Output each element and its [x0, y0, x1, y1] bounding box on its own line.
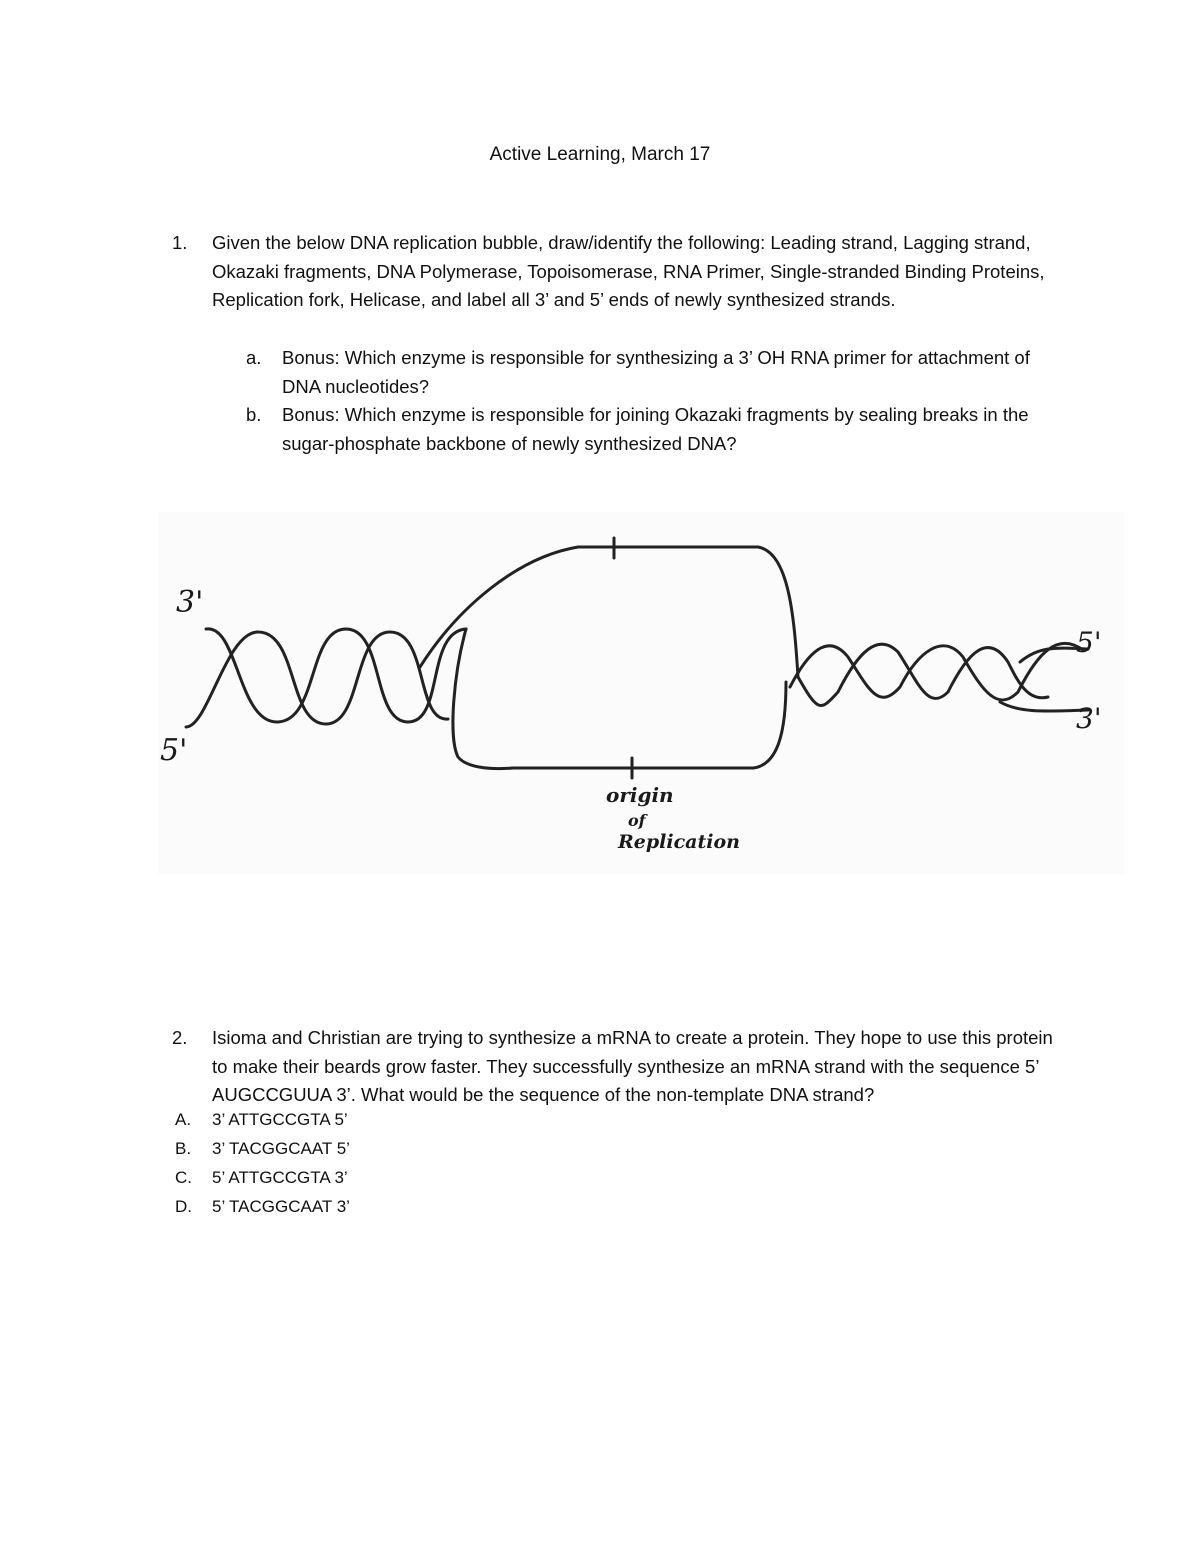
question-1 [172, 229, 1072, 315]
label-left-3prime: 3' [176, 585, 204, 620]
origin-label-line-2: of [628, 811, 646, 830]
choice-text: 5’ ATTGCCGTA 3’ [212, 1168, 348, 1187]
bonus-question-a [246, 344, 1066, 401]
choice-letter: D. [175, 1197, 192, 1216]
left-helix-strand-bottom [186, 632, 448, 727]
bonus-text: Bonus: Which enzyme is responsible for synthesizing a 3’ OH RNA primer for attachment of DNA nucleotides? [282, 347, 1030, 397]
left-helix-strand-top [206, 629, 466, 722]
replication-bubble-diagram [158, 512, 1124, 874]
answer-choice-c[interactable] [175, 1168, 348, 1188]
choice-letter: A. [175, 1110, 192, 1129]
origin-label-line-1: origin [606, 783, 674, 807]
choice-text: 3’ TACGGCAAT 5’ [212, 1139, 350, 1158]
bonus-letter: a. [246, 347, 262, 368]
bonus-letter: b. [246, 404, 262, 425]
bonus-text: Bonus: Which enzyme is responsible for joining Okazaki fragments by sealing breaks in the sugar-phosphate backbone of newly synthesized DNA? [282, 404, 1029, 454]
question-text: Isioma and Christian are trying to synthesize a mRNA to create a protein. They hope to use this protein to make their beards grow faster. They successfully synthesize an mRNA strand with the sequence 5’ AUGCCGUUA 3’. What would be the sequence of the non-template DNA strand? [212, 1027, 1053, 1106]
answer-choice-b[interactable] [175, 1139, 350, 1159]
choice-letter: B. [175, 1139, 192, 1158]
label-left-5prime: 5' [160, 733, 188, 768]
answer-choice-a[interactable] [175, 1110, 348, 1130]
choice-text: 5’ TACGGCAAT 3’ [212, 1197, 350, 1216]
bubble-bottom-strand [453, 629, 786, 769]
question-number: 1. [172, 232, 188, 253]
choice-letter: C. [175, 1168, 192, 1187]
bubble-top-strand [420, 547, 798, 677]
question-text: Given the below DNA replication bubble, draw/identify the following: Leading strand, Lagging strand, Okazaki fragments, DNA Polymerase, Topoisomerase, RNA Primer, Single-stranded Binding Proteins, Replication fork, Helicase, and label all 3’ and 5’ ends of newly synthesized strands. [212, 232, 1045, 311]
question-2 [172, 1024, 1072, 1110]
answer-choice-d[interactable] [175, 1197, 350, 1217]
label-right-3prime: 3' [1076, 702, 1102, 735]
label-right-5prime: 5' [1076, 626, 1102, 659]
page-title: Active Learning, March 17 [489, 144, 711, 165]
origin-label-line-3: Replication [618, 831, 740, 853]
question-number: 2. [172, 1027, 188, 1048]
bonus-question-b [246, 401, 1066, 458]
right-strand-end-bottom [1000, 702, 1088, 711]
choice-text: 3’ ATTGCCGTA 5’ [212, 1110, 348, 1129]
